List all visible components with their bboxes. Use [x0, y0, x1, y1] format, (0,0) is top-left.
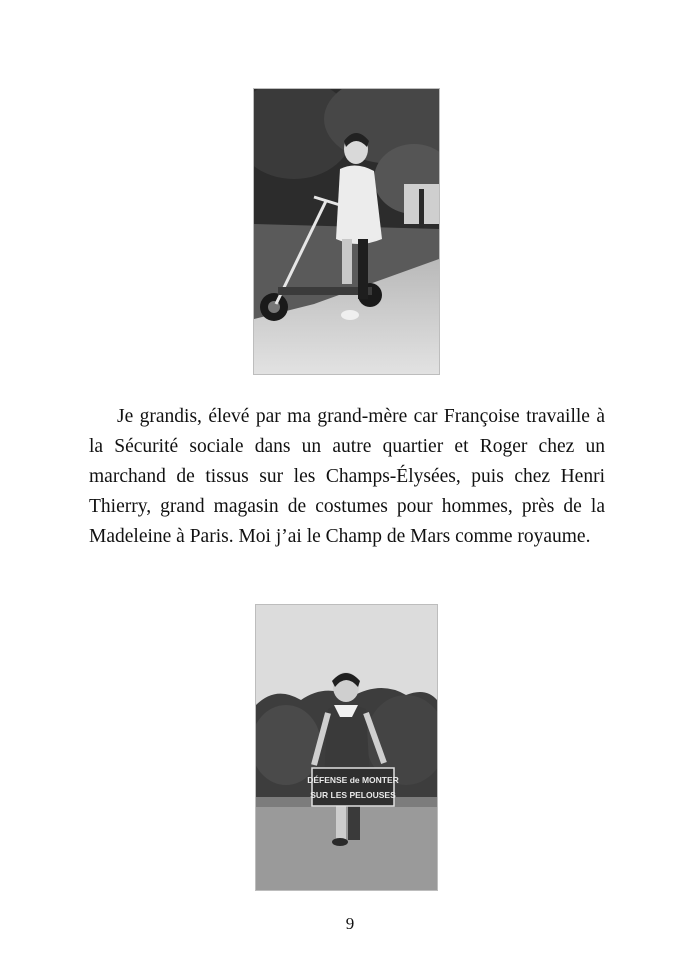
photo-child-with-sign — [255, 604, 438, 891]
sign-text-line-2: SUR LES PELOUSES — [310, 790, 396, 800]
body-paragraph: Je grandis, élevé par ma grand-mère car Françoise travaille à la Sécurité sociale dans un autre quartier et Roger chez un marchand de tissus sur les Champs-Élysées, puis chez Henri Thierry, grand magasin de costumes pour hommes, près de la Madeleine à Paris. Moi j’ai le Champ de Mars comme royaume. — [89, 406, 605, 547]
sign-photo-image — [256, 605, 437, 890]
page-number: 9 — [345, 914, 355, 933]
scooter-photo-image — [254, 89, 439, 374]
photo-child-on-scooter — [253, 88, 440, 375]
sign-text-line-1: DÉFENSE de MONTER — [307, 775, 399, 785]
